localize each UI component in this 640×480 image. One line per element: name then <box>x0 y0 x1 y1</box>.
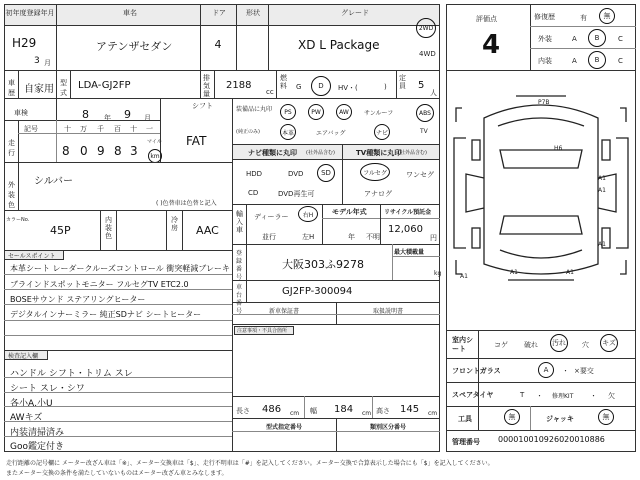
height-unit: cm <box>428 410 438 417</box>
mileage-label: 走行 <box>8 139 15 157</box>
fuel-hv-close: ) <box>384 83 387 91</box>
fuel-hv: HV・( <box>338 84 358 92</box>
equip-tv: TV <box>420 128 428 135</box>
exterior-color-label: 外装色 <box>8 181 15 209</box>
jack-label: ジャッキ <box>546 415 574 423</box>
equip-leather-circled: 本革 <box>280 124 296 140</box>
interior-color-label: 内装色 <box>105 216 112 240</box>
interior-b-circled: B <box>588 51 606 69</box>
chassis-value: GJ2FP-300094 <box>282 286 353 297</box>
tv-types-label: TV種類に丸印 <box>356 149 402 157</box>
diagram-mark-5: A1 <box>598 241 606 248</box>
seat-scratch-circled: キズ <box>600 334 618 352</box>
diagram-mark-3: A1 <box>598 175 606 182</box>
ac-label: 冷房 <box>171 216 178 232</box>
capacity-unit: 人 <box>430 89 437 97</box>
model-label: 型式 <box>60 79 67 97</box>
equipment-sublabel: (純正のみ) <box>236 129 260 135</box>
door-count: 4 <box>214 38 222 51</box>
height-value: 145 <box>400 404 420 415</box>
length-unit: cm <box>290 410 300 417</box>
length-label: 長さ <box>236 407 250 415</box>
model-year-unknown: 不明 <box>366 233 380 241</box>
exterior-b-circled: B <box>588 29 606 47</box>
tv-types-sublabel: (社外品含む) <box>398 150 427 156</box>
mileage-mile: マイル <box>147 139 162 145</box>
windshield-a-circled: A <box>538 362 554 378</box>
fuel-label: 燃料 <box>280 74 287 90</box>
displacement-unit: cc <box>266 88 274 96</box>
equip-abs-circled: ABS <box>416 104 434 122</box>
registration-label: 車歴 <box>8 79 15 97</box>
plate-label: 登録番号 <box>236 250 243 281</box>
first-reg-month: 3 <box>34 56 40 66</box>
spare-tire-label: スペアタイヤ <box>452 391 494 399</box>
import-label: 輸入車 <box>236 210 243 234</box>
fuel-d-circled: D <box>311 76 331 96</box>
selling-points-header: セールスポイント <box>4 250 64 260</box>
color-code-value: 45P <box>50 224 71 237</box>
score-label: 評価点 <box>476 15 497 23</box>
windshield-dot: ・ <box>562 367 569 375</box>
shift-value: FAT <box>186 134 207 148</box>
mileage-digit-header-3: 千 <box>97 125 104 133</box>
color-change-note: ( )色替車は色替と記入 <box>156 200 217 207</box>
inspection-label: 車検 <box>14 109 28 117</box>
equip-nav-circled: ナビ <box>374 124 390 140</box>
nav-cd: CD <box>248 189 259 197</box>
spare-dot-1: ・ <box>536 392 543 400</box>
first-reg-label: 初年度登録年月 <box>5 9 55 17</box>
equip-airbag: エアバッグ <box>316 130 346 137</box>
fuel-g: G <box>296 83 302 91</box>
max-load-label: 最大積載量 <box>394 249 425 256</box>
capacity-label: 定員 <box>399 74 406 90</box>
diagram-mark-1: P7B <box>538 99 550 106</box>
control-number-value: 000010010926020010886 <box>498 435 605 444</box>
score-value: 4 <box>482 30 501 60</box>
spare-repair-kit: 修理KIT <box>552 393 574 400</box>
windshield-label: フロントガラス <box>452 367 501 375</box>
repair-label: 修復歴 <box>534 13 555 21</box>
chassis-label: 車台番号 <box>236 284 243 315</box>
mileage-digit-header-6: 一 <box>146 125 153 133</box>
diagram-mark-6: A1 <box>510 269 518 276</box>
control-number-label: 管理番号 <box>452 438 480 446</box>
car-damage-diagram <box>446 88 636 288</box>
model-value: LDA-GJ2FP <box>78 80 131 91</box>
interior-label: 内装 <box>538 57 552 65</box>
first-reg-month-unit: 月 <box>44 59 51 67</box>
tv-fullseg-circled: フルセグ <box>360 163 390 181</box>
mileage-digit-3: 9 <box>97 144 105 158</box>
equip-pw-circled: PW <box>308 104 324 120</box>
selling-point-line-3: BOSEサウンド ステアリングヒーター <box>10 295 146 304</box>
exterior-c: C <box>618 35 623 43</box>
import-right-circled: 右H <box>298 206 318 222</box>
recycle-label: リサイクル預託金 <box>384 209 432 216</box>
import-dealer: ディーラー <box>254 213 289 221</box>
notes-label: 注意事項・不具合箇所 <box>234 326 294 335</box>
first-reg-year: H29 <box>12 36 37 50</box>
mileage-digit-4: 8 <box>114 144 122 158</box>
exterior-label: 外装 <box>538 35 552 43</box>
color-code-label: カラーNo. <box>6 217 30 223</box>
inspector-note-4: AWキズ <box>10 413 43 423</box>
height-label: 高さ <box>376 407 390 415</box>
footer-note-2: またメーター交換の条件を満たしていないものはメーター改ざん車とみなします。 <box>6 470 228 477</box>
tv-oneseg: ワンセグ <box>406 171 434 179</box>
equip-ps-circled: PS <box>280 104 296 120</box>
seat-burn: コゲ <box>494 341 508 349</box>
inspection-month-unit: 月 <box>144 114 151 122</box>
width-value: 184 <box>334 404 354 415</box>
diagram-mark-4: A1 <box>598 187 606 194</box>
car-name-label: 車名 <box>123 9 137 17</box>
spare-dot-2: ・ <box>590 392 597 400</box>
class-number-label: 類別区分番号 <box>369 424 406 431</box>
repair-yes: 有 <box>580 14 587 22</box>
interior-seat-label: 室内シート <box>452 336 473 353</box>
inspector-note-2: シート スレ・シワ <box>10 384 85 394</box>
interior-a: A <box>572 57 577 65</box>
mileage-record-label: 記号 <box>24 125 38 133</box>
equipment-label: 装備品に丸印 <box>236 106 273 113</box>
selling-point-line-2: ブラインドスポットモニター フルセグTV ETC2.0 <box>10 280 189 289</box>
spare-t: T <box>520 391 525 399</box>
exterior-color-value: シルバー <box>34 176 74 187</box>
usage-value: 自家用 <box>24 84 54 95</box>
drive-4wd: 4WD <box>419 50 436 58</box>
spare-missing: 欠 <box>608 392 615 400</box>
selling-point-line-1: 本革シート レーダークルーズコントロール 衝突軽減ブレーキ <box>10 264 230 273</box>
plate-value: 大阪303ふ9278 <box>282 258 364 271</box>
manual-label: 取扱説明書 <box>372 308 403 315</box>
inspection-month: 9 <box>124 108 131 121</box>
jack-none-circled: 無 <box>598 409 614 425</box>
grade-value: XD L Package <box>298 38 380 52</box>
car-name: アテンザセダン <box>96 40 173 53</box>
mileage-km-circled: km <box>148 149 162 163</box>
diagram-mark-2: H6 <box>554 145 563 152</box>
selling-point-line-4: デジタルインナーミラー 純正SDナビ シートヒーター <box>10 310 202 319</box>
displacement-label: 排気量 <box>203 74 210 98</box>
mileage-digit-header-5: 十 <box>130 125 137 133</box>
equip-aw-circled: AW <box>336 104 352 120</box>
nav-sd-circled: SD <box>317 164 335 182</box>
mileage-digit-header-4: 百 <box>114 125 121 133</box>
mileage-digit-1: 8 <box>62 144 70 158</box>
nav-dvd: DVD <box>288 170 304 178</box>
inspector-note-5: 内装清掃済み <box>10 428 65 438</box>
door-label: ドア <box>212 9 226 17</box>
tv-analog: アナログ <box>364 190 392 198</box>
drive-2wd-circled: 2WD <box>416 18 436 38</box>
inspection-year: 8 <box>82 108 89 121</box>
seat-tear: 破れ <box>524 341 538 349</box>
inspector-note-3: 各小A,小U <box>10 399 53 409</box>
model-year-unit: 年 <box>348 233 355 241</box>
mileage-digit-header-2: 万 <box>80 125 87 133</box>
recycle-unit: 円 <box>430 234 437 242</box>
ac-value: AAC <box>196 224 219 237</box>
nav-dvd-playback: DVD再生可 <box>278 190 315 198</box>
capacity-value: 5 <box>418 80 425 91</box>
width-label: 幅 <box>310 407 317 415</box>
tools-label: 工具 <box>458 415 472 423</box>
recycle-value: 12,060 <box>388 224 423 235</box>
nav-types-sublabel: (社外品含む) <box>306 150 335 156</box>
import-parallel: 並行 <box>262 233 276 241</box>
interior-c: C <box>618 57 623 65</box>
tools-none-circled: 無 <box>504 409 520 425</box>
mileage-digit-2: 0 <box>80 144 88 158</box>
diagram-mark-8: A1 <box>460 273 468 280</box>
nav-hdd: HDD <box>246 170 263 178</box>
length-value: 486 <box>262 404 282 415</box>
inspector-note-1: ハンドル シフト・トリム スレ <box>10 369 133 379</box>
mileage-digit-header-1: 十 <box>64 125 71 133</box>
displacement-value: 2188 <box>226 80 252 91</box>
seat-stain-circled: 汚れ <box>550 334 568 352</box>
import-left: 左H <box>302 233 315 241</box>
nav-types-label: ナビ種類に丸印 <box>248 149 297 157</box>
grade-label: グレード <box>341 9 369 17</box>
inspection-year-unit: 年 <box>104 114 111 122</box>
footer-note-1: 走行距離の記号欄に メーター改ざん車は「※」、メーター交換車は「$」、走行不明車は「#」を記入してください。メーター交換で合算表示した場合にも「$」を記入してください。 <box>6 460 494 467</box>
shift-label: シフト <box>192 102 213 110</box>
width-unit: cm <box>362 410 372 417</box>
inspector-note-6: Goo鑑定付き <box>10 442 64 452</box>
windshield-replace: ×要交 <box>574 367 594 375</box>
exterior-a: A <box>572 35 577 43</box>
shape-label: 形状 <box>246 9 260 17</box>
inspector-notes-header: 検査記入欄 <box>4 350 48 360</box>
diagram-mark-7: A1 <box>566 269 574 276</box>
equip-sunroof: サンルーフ <box>364 110 394 117</box>
max-load-unit: kg <box>434 270 442 277</box>
model-year-label: モデル年式 <box>332 208 367 216</box>
seat-hole: 穴 <box>582 341 589 349</box>
type-number-label: 型式指定番号 <box>265 424 302 431</box>
mileage-digit-5: 3 <box>130 144 138 158</box>
warranty-label: 新車保証書 <box>268 308 299 315</box>
repair-no-circled: 無 <box>599 8 615 24</box>
